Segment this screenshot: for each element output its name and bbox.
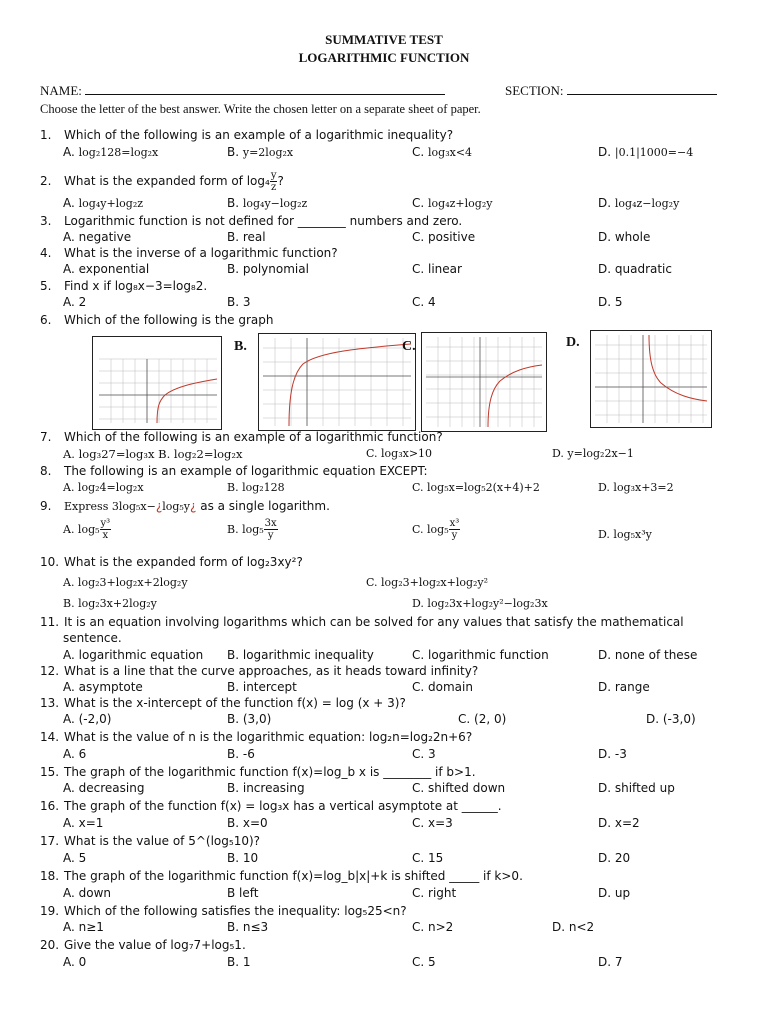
q5-option-b[interactable]: B. 3 (227, 295, 251, 309)
q3-option-d[interactable]: D. whole (598, 230, 651, 244)
question-6: 6. Which of the following is the graph (40, 313, 274, 327)
q10-option-c[interactable]: C. log₂3+log₂x+log₂y² (366, 576, 489, 589)
q9-option-d[interactable]: D. log₅x³y (598, 528, 652, 541)
q14-option-a[interactable]: A. 6 (63, 747, 87, 761)
q15-option-a[interactable]: A. decreasing (63, 781, 145, 795)
question-2: 2. What is the expanded form of log₄ $\frac{y}{z}$ ? (40, 170, 284, 193)
graph-a[interactable] (92, 336, 222, 430)
test-subtitle: LOGARITHMIC FUNCTION (298, 50, 470, 65)
q8-option-c[interactable]: C. log₅x=log₅2(x+4)+2 (412, 481, 540, 494)
q3-option-b[interactable]: B. real (227, 230, 266, 244)
q5-option-c[interactable]: C. 4 (412, 295, 436, 309)
graph-d-label: D. (566, 335, 580, 350)
q19-option-b[interactable]: B. n≤3 (227, 920, 269, 934)
q15-option-b[interactable]: B. increasing (227, 781, 305, 795)
graph-a-curve (157, 379, 217, 423)
question-9: 9. Express 3log₅x−¿log₅y¿ as a single logarithm. (40, 499, 330, 513)
q3-option-c[interactable]: C. positive (412, 230, 476, 244)
question-15: 15. The graph of the logarithmic function f(x)=log_b x is ________ if b>1. (40, 765, 476, 779)
graph-c[interactable] (421, 332, 547, 432)
q13-option-b[interactable]: B. (3,0) (227, 712, 272, 726)
q7-options-a-b[interactable]: A. log₃27=log₃x B. log₂2=log₂x (63, 447, 243, 461)
q1-option-d[interactable]: D. |0.1|1000=−4 (598, 145, 694, 159)
graph-b-grid (263, 338, 411, 426)
graph-b-label: B. (234, 339, 247, 354)
q7-option-c[interactable]: C. log₃x>10 (366, 447, 433, 460)
q12-option-b[interactable]: B. intercept (227, 680, 297, 694)
question-11-cont: sentence. (63, 631, 122, 645)
q16-option-a[interactable]: A. x=1 (63, 816, 104, 830)
q1-option-b[interactable]: B. y=2log₂x (227, 145, 294, 159)
q20-option-b[interactable]: B. 1 (227, 955, 251, 969)
question-19: 19. Which of the following satisfies the inequality: log₅25<n? (40, 904, 407, 918)
graph-b[interactable] (258, 333, 416, 431)
q11-option-d[interactable]: D. none of these (598, 648, 698, 662)
q14-option-d[interactable]: D. -3 (598, 747, 627, 761)
q12-option-a[interactable]: A. asymptote (63, 680, 143, 694)
name-field[interactable] (85, 84, 445, 95)
q4-option-c[interactable]: C. linear (412, 262, 462, 276)
question-7: 7. Which of the following is an example of a logarithmic function? (40, 430, 443, 444)
q18-option-b[interactable]: B left (227, 886, 259, 900)
q11-option-a[interactable]: A. logarithmic equation (63, 648, 204, 662)
test-title: SUMMATIVE TEST (325, 32, 443, 47)
question-8: 8. The following is an example of logarithmic equation EXCEPT: (40, 464, 428, 478)
q15-option-d[interactable]: D. shifted up (598, 781, 675, 795)
q18-option-d[interactable]: D. up (598, 886, 631, 900)
name-row (40, 84, 445, 98)
q20-option-c[interactable]: C. 5 (412, 955, 436, 969)
graph-a-grid (99, 359, 217, 423)
q10-option-a[interactable]: A. log₂3+log₂x+2log₂y (63, 576, 188, 589)
q17-option-c[interactable]: C. 15 (412, 851, 444, 865)
question-5: 5. Find x if log₈x−3=log₈2. (40, 279, 208, 293)
q13-option-d[interactable]: D. (-3,0) (646, 712, 696, 726)
q8-option-d[interactable]: D. log₃x+3=2 (598, 481, 674, 494)
q2-option-a[interactable]: A. log₄y+log₂z (63, 196, 144, 210)
q18-option-a[interactable]: A. down (63, 886, 112, 900)
graph-c-grid (426, 337, 542, 427)
q1-option-c[interactable]: C. log₃x<4 (412, 145, 473, 159)
q15-option-c[interactable]: C. shifted down (412, 781, 506, 795)
q12-option-c[interactable]: C. domain (412, 680, 473, 694)
q3-option-a[interactable]: A. negative (63, 230, 132, 244)
q9-option-b[interactable]: B. log₅ $\frac{3x}{y}$ (227, 518, 277, 541)
graph-c-label: C. (402, 339, 416, 354)
section-row (505, 84, 717, 98)
question-16: 16. The graph of the function f(x) = log₃x has a vertical asymptote at ______. (40, 799, 502, 813)
q4-option-a[interactable]: A. exponential (63, 262, 150, 276)
q8-option-b[interactable]: B. log₂128 (227, 481, 285, 494)
q20-option-a[interactable]: A. 0 (63, 955, 87, 969)
question-12: 12. What is a line that the curve approaches, as it heads toward infinity? (40, 664, 479, 678)
question-3: 3. Logarithmic function is not defined for ________ numbers and zero. (40, 214, 463, 228)
q7-option-d[interactable]: D. y=log₂2x−1 (552, 447, 634, 460)
q2-option-d[interactable]: D. log₄z−log₂y (598, 196, 680, 210)
q5-option-d[interactable]: D. 5 (598, 295, 623, 309)
q4-option-d[interactable]: D. quadratic (598, 262, 672, 276)
q19-option-a[interactable]: A. n≥1 (63, 920, 104, 934)
q16-option-c[interactable]: C. x=3 (412, 816, 453, 830)
q9-option-c[interactable]: C. log₅ $\frac{\text{x³}}{y}$ (412, 518, 460, 541)
q18-option-c[interactable]: C. right (412, 886, 457, 900)
q14-option-c[interactable]: C. 3 (412, 747, 436, 761)
graph-d-grid (595, 335, 707, 423)
q19-option-c[interactable]: C. n>2 (412, 920, 454, 934)
question-13: 13. What is the x-intercept of the function f(x) = log (x + 3)? (40, 696, 406, 710)
question-17: 17. What is the value of 5^(log₅10)? (40, 834, 261, 848)
question-11: 11. It is an equation involving logarithms which can be solved for any values that satisfy the mathematical (40, 615, 684, 629)
question-4: 4. What is the inverse of a logarithmic function? (40, 246, 338, 260)
q2-option-b[interactable]: B. log₄y−log₂z (227, 196, 308, 210)
section-field[interactable] (567, 84, 717, 95)
q17-option-b[interactable]: B. 10 (227, 851, 259, 865)
q11-option-c[interactable]: C. logarithmic function (412, 648, 549, 662)
question-1: 1. Which of the following is an example of a logarithmic inequality? (40, 128, 454, 142)
question-18: 18. The graph of the logarithmic function f(x)=log_b|x|+k is shifted _____ if k>0. (40, 869, 523, 883)
q16-option-d[interactable]: D. x=2 (598, 816, 640, 830)
section-label: SECTION: (505, 83, 564, 98)
q11-option-b[interactable]: B. logarithmic inequality (227, 648, 374, 662)
q16-option-b[interactable]: B. x=0 (227, 816, 268, 830)
q20-option-d[interactable]: D. 7 (598, 955, 623, 969)
question-10: 10. What is the expanded form of log₂3xy²? (40, 555, 303, 569)
q12-option-d[interactable]: D. range (598, 680, 650, 694)
q17-option-a[interactable]: A. 5 (63, 851, 87, 865)
graph-a-label: A. (103, 339, 117, 354)
q5-option-a[interactable]: A. 2 (63, 295, 87, 309)
q10-option-d[interactable]: D. log₂3x+log₂y²−log₂3x (412, 597, 548, 610)
q13-option-c[interactable]: C. (2, 0) (458, 712, 507, 726)
q2-option-c[interactable]: C. log₄z+log₂y (412, 196, 493, 210)
graph-d[interactable] (590, 330, 712, 428)
q13-option-a[interactable]: A. (-2,0) (63, 712, 112, 726)
q14-option-b[interactable]: B. -6 (227, 747, 255, 761)
question-14: 14. What is the value of n is the logarithmic equation: log₂n=log₂2n+6? (40, 730, 473, 744)
name-label: NAME: (40, 83, 82, 98)
q17-option-d[interactable]: D. 20 (598, 851, 631, 865)
q9-option-a[interactable]: A. log₅ $\frac{\text{y³}}{x}$ (63, 518, 111, 541)
instructions: Choose the letter of the best answer. Write the chosen letter on a separate sheet of paper. (40, 102, 481, 116)
q1-option-a[interactable]: A. log₂128=log₂x (63, 145, 159, 159)
q19-option-d[interactable]: D. n<2 (552, 920, 595, 934)
question-20: 20. Give the value of log₇7+log₅1. (40, 938, 246, 952)
q4-option-b[interactable]: B. polynomial (227, 262, 309, 276)
q10-option-b[interactable]: B. log₂3x+2log₂y (63, 597, 157, 610)
q2-fraction: $\frac{y}{z}$ (270, 170, 277, 193)
q8-option-a[interactable]: A. log₂4=log₂x (63, 481, 144, 494)
